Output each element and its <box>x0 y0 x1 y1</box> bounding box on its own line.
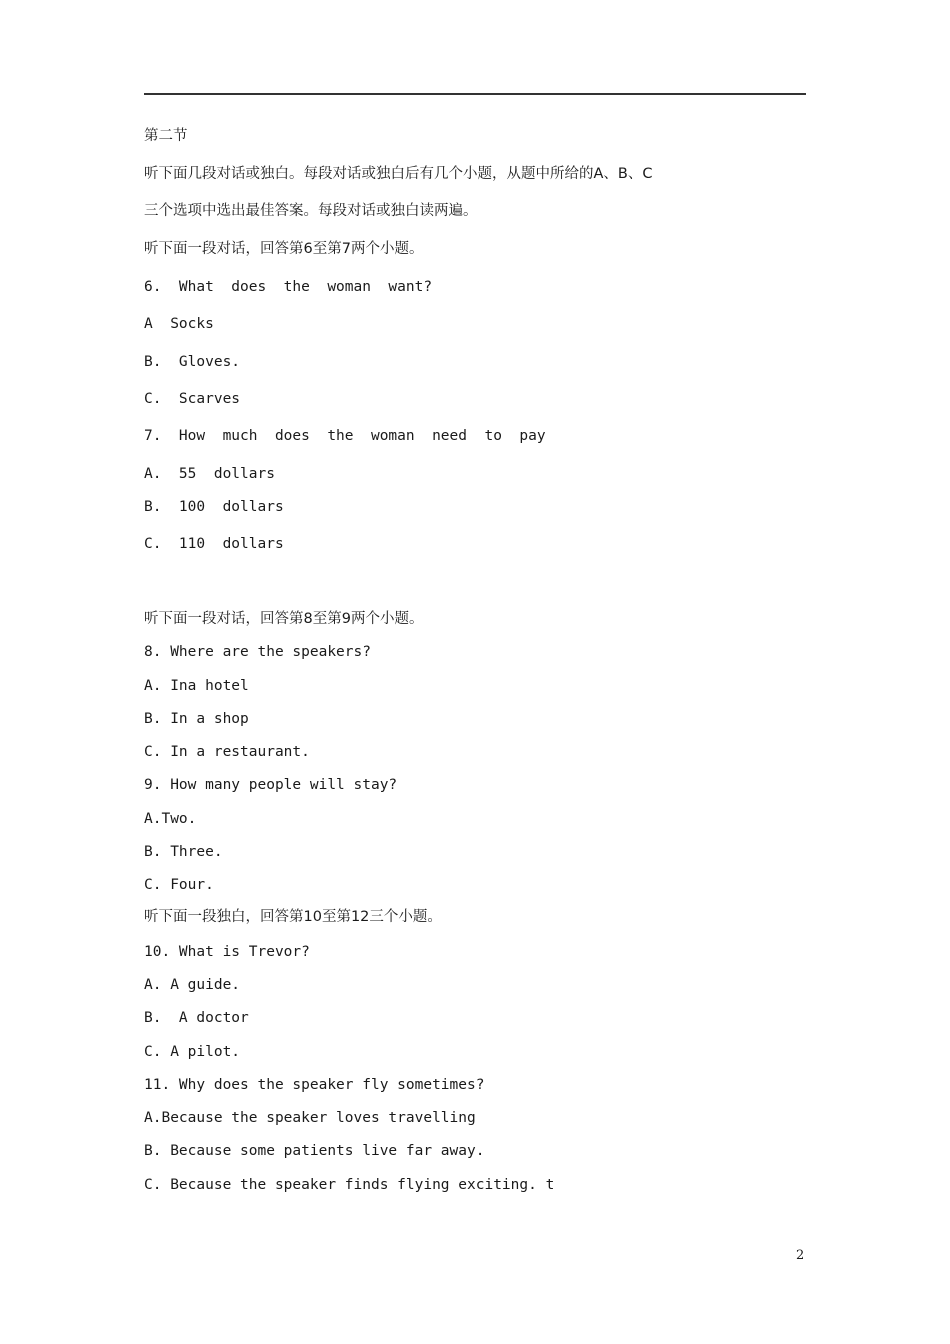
question-10-option-b: B. A doctor <box>144 1010 249 1026</box>
question-7-option-a: A. 55 dollars <box>144 466 275 482</box>
section-intro-line-1: 听下面几段对话或独白。每段对话或独白后有几个小题，从题中所给的A、B、C <box>144 166 653 182</box>
question-9-option-b: B. Three. <box>144 844 223 860</box>
question-11: 11. Why does the speaker fly sometimes? <box>144 1077 485 1093</box>
question-8-option-b: B. In a shop <box>144 711 249 727</box>
question-7-option-b: B. 100 dollars <box>144 499 284 515</box>
question-9-option-c: C. Four. <box>144 877 214 893</box>
section-intro-line-2: 三个选项中选出最佳答案。每段对话或独白读两遍。 <box>144 203 478 219</box>
question-9: 9. How many people will stay? <box>144 777 398 793</box>
question-8: 8. Where are the speakers? <box>144 644 371 660</box>
question-6: 6. What does the woman want? <box>144 279 433 295</box>
question-8-option-c: C. In a restaurant. <box>144 744 310 760</box>
question-9-option-a: A.Two. <box>144 811 197 827</box>
question-6-option-a: A Socks <box>144 316 214 332</box>
question-10: 10. What is Trevor? <box>144 944 310 960</box>
section-title: 第二节 <box>144 128 188 144</box>
question-10-option-c: C. A pilot. <box>144 1044 241 1060</box>
question-10-option-a: A. A guide. <box>144 977 241 993</box>
question-8-option-a: A. Ina hotel <box>144 678 249 694</box>
question-6-option-c: C. Scarves <box>144 391 241 407</box>
question-11-option-c: C. Because the speaker finds flying exciting. t <box>144 1177 555 1193</box>
page-number: 2 <box>796 1248 805 1263</box>
question-11-option-b: B. Because some patients live far away. <box>144 1143 485 1159</box>
question-11-option-a: A.Because the speaker loves travelling <box>144 1110 476 1126</box>
group1-instruction: 听下面一段对话，回答第6至第7两个小题。 <box>144 241 424 257</box>
question-7-option-c: C. 110 dollars <box>144 536 284 552</box>
question-6-option-b: B. Gloves. <box>144 354 241 370</box>
group3-instruction: 听下面一段独白，回答第10至第12三个小题。 <box>144 909 442 925</box>
group2-instruction: 听下面一段对话，回答第8至第9两个小题。 <box>144 611 424 627</box>
question-7: 7. How much does the woman need to pay <box>144 428 546 444</box>
header-rule <box>144 93 806 95</box>
